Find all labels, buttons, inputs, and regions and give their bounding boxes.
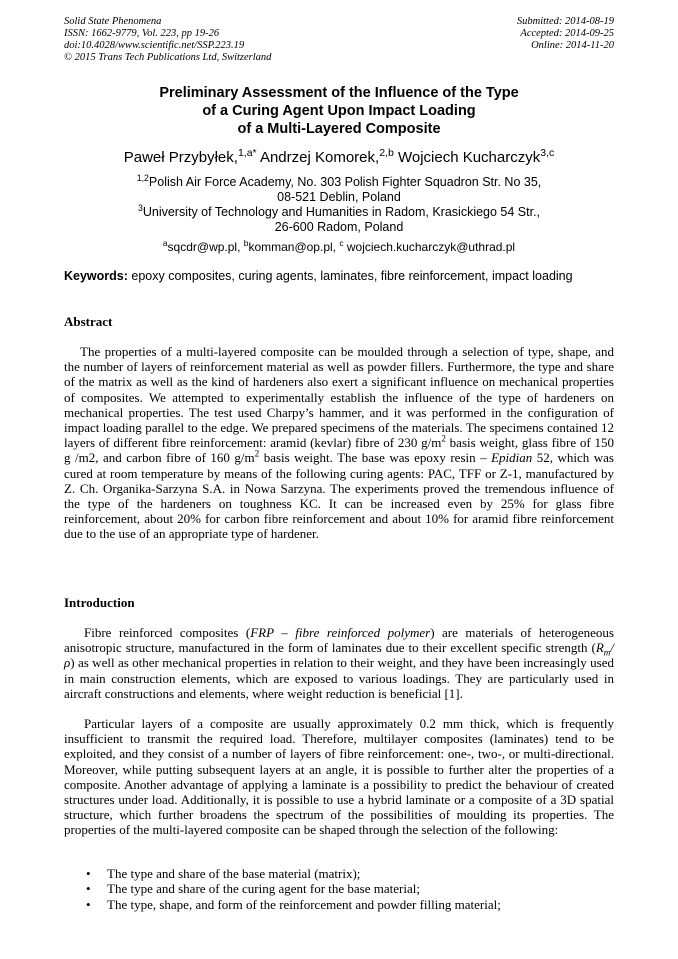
author-affil-mark: 1,a* (237, 147, 257, 159)
affiliation-line: 26-600 Radom, Poland (274, 220, 404, 234)
email-mark: b (243, 238, 249, 248)
submitted-date: Submitted: 2014-08-19 (516, 16, 614, 27)
email-link[interactable]: wojciech.kucharczyk@uthrad.pl (343, 240, 516, 254)
intro-paragraph: Particular layers of a composite are usually approximately 0.2 mm thick, which is frequently insufficient to transmit the required load. Therefore, multilayer composites (laminates) tend to be exploited, and they consist of a number of layers of fibre reinforcement: one-, two-, or multi-directional. Moreover, while putting subsequent layers at an angle, it is possible to further alter the properties of a composite. Another advantage of applying a laminate is a possibility to predict the behaviour of created structures under load. Additionally, it is possible to use a hybrid laminate or a composite of a 3D spatial structure, which further broadens the spectrum of the possibilities of moulding its properties. The properties of the multi-layered composite can be shaped through the selection of the following: (64, 716, 614, 838)
abstract-paragraph: The properties of a multi-layered composite can be moulded through a selection of type, shape, and the number of layers of reinforcement material as well as powder fillers. Furthermore, the type and share of the matrix as well as the kind of hardeners also exert a significant influence on mechanical properties of composites. We attempted to experimentally establish the influence of the type of hardeners on mechanical properties. The test used Charpy’s hammer, and it was performed in the configuration of impact loading parallel to the edge. We prepared specimens of the materials. The specimens contained 12 layers of different fibre reinforcement: aramid (kevlar) fibre of 230 $g/m^2$ basis weight, glass fibre of 150 g /m2, and carbon fibre of 160 $g/m^2$ basis weight. The base was epoxy resin – Epidian 52, which was cured at room temperature by means of the following curing agents: PAC, TFF or Z-1, manufactured by Z. Ch. Organika-Sarzyna S.A. in Nowa Sarzyna. The experiments proved the tremendous influence of the type of the hardeners on toughness KC. It can be increased even by 25% for glass fibre reinforcement, about 20% for carbon fibre reinforcement and about 10% for aramid fibre reinforcement due to the use of an appropriate type of hardener. (64, 344, 614, 542)
accepted-date: Accepted: 2014-09-25 (520, 28, 614, 39)
email-link[interactable]: sqcdr@wp.pl, (167, 240, 244, 254)
email-link[interactable]: komman@op.pl, (248, 240, 340, 254)
email-list (64, 240, 614, 254)
keywords (64, 269, 624, 284)
journal-doi: doi:10.4028/www.scientific.net/SSP.223.19 (64, 40, 245, 51)
affiliation-line: 08-521 Deblin, Poland (277, 190, 401, 204)
journal-name: Solid State Phenomena (64, 16, 162, 27)
author-name: Wojciech Kucharczyk (393, 149, 541, 166)
author-name: Paweł Przybyłek, (123, 149, 238, 166)
paper-title (64, 84, 614, 138)
journal-info (64, 16, 271, 64)
online-date: Online: 2014-11-20 (531, 40, 614, 51)
email-mark: a (162, 238, 168, 248)
affiliation-mark: 3 (137, 202, 143, 213)
intro-paragraph: Fibre reinforced composites (FRP – fibre reinforced polymer) are materials of heterogeneous anisotropic structure, manufactured in the form of laminates due to their excellent specific strength $(R_m/\rho)$ as well as other mechanical properties in relation to their weight, and they have been increasingly used in main construction elements, which are exposed to various loadings. They are particularly used in aircraft constructions and elements, where weight reduction is beneficial [1]. (64, 625, 614, 701)
introduction-heading: Introduction (64, 595, 135, 610)
affiliation-mark: 1,2 (136, 172, 149, 183)
affiliation-line: University of Technology and Humanities in Radom, Krasickiego 54 Str., (142, 205, 541, 219)
affiliation (64, 172, 614, 205)
abstract-heading: Abstract (64, 314, 113, 329)
title-line: of a Multi-Layered Composite (237, 121, 441, 137)
list-item: • The type and share of the curing agent for the base material; (86, 881, 420, 897)
affiliation (64, 202, 614, 235)
keywords-label: Keywords: (64, 269, 128, 283)
author-affil-mark: 3,c (540, 147, 555, 159)
list-item: • The type and share of the base material (matrix); (86, 866, 361, 881)
bullet-icon: • (86, 896, 91, 912)
journal-issn: ISSN: 1662-9779, Vol. 223, pp 19-26 (64, 28, 220, 39)
submission-dates (517, 16, 614, 52)
title-line: of a Curing Agent Upon Impact Loading (202, 103, 476, 119)
journal-copyright: © 2015 Trans Tech Publications Ltd, Switzerland (64, 52, 272, 63)
list-item: • The type, shape, and form of the reinforcement and powder filling material; (86, 896, 501, 912)
property-list (64, 866, 614, 912)
email-mark: c (339, 238, 344, 248)
author-list (64, 149, 614, 167)
title-line: Preliminary Assessment of the Influence of the Type (159, 85, 519, 101)
keywords-text: epoxy composites, curing agents, laminates, fibre reinforcement, impact loading (127, 269, 573, 283)
author-affil-mark: 2,b (379, 147, 394, 159)
author-name: Andrzej Komorek, (256, 149, 380, 166)
bullet-icon: • (86, 881, 91, 897)
bullet-icon: • (86, 866, 91, 881)
affiliation-line: Polish Air Force Academy, No. 303 Polish Fighter Squadron Str. No 35, (148, 175, 542, 189)
